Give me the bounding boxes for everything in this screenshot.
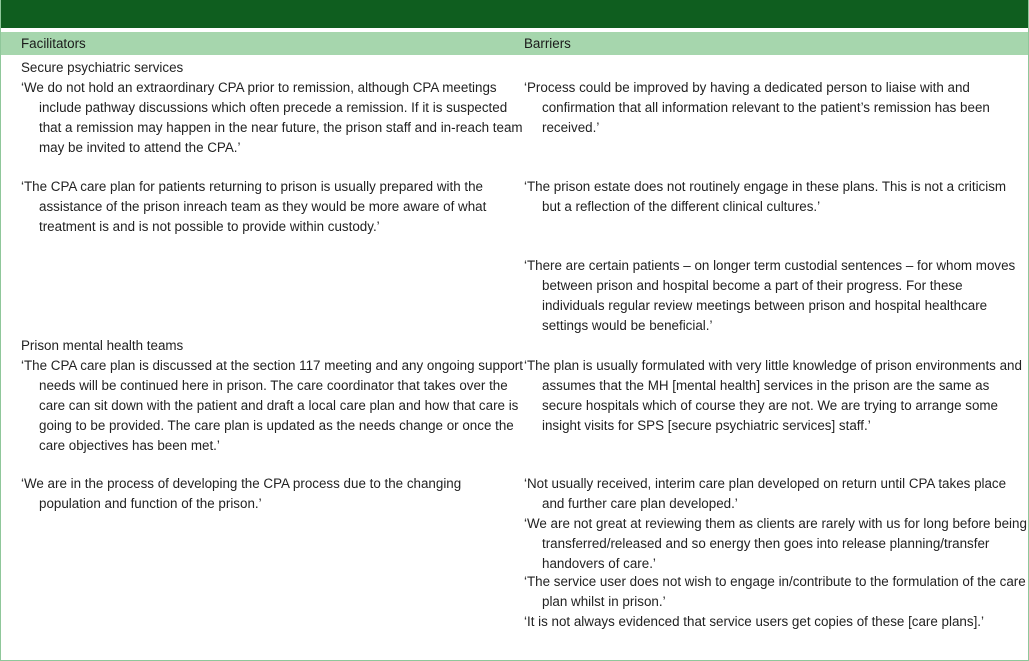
section-title-prison-mental-health-teams: Prison mental health teams (21, 338, 184, 353)
facilitator-quote: ‘We are in the process of developing the CPA process due to the changing population and function of the prison.’ (21, 476, 462, 511)
barrier-quote: ‘Not usually received, interim care plan developed on return until CPA takes place and further care plan developed.’ (524, 476, 1007, 511)
barrier-quote: ‘Process could be improved by having a dedicated person to liaise with and confirmation that all information relevant to the patient’s remission has been received.’ (524, 80, 990, 135)
column-header-barriers: Barriers (524, 36, 571, 51)
facilitator-quote: ‘The CPA care plan is discussed at the section 117 meeting and any ongoing support needs will be continued here in prison. The care coordinator that takes over the care can sit down with the patient and draft a local care plan and how that care is going to be provided. The care plan is updated as the needs change or once the care objectives has been met.’ (21, 358, 523, 453)
section-title-secure-psychiatric-services: Secure psychiatric services (21, 60, 184, 75)
facilitator-quote: ‘We do not hold an extraordinary CPA prior to remission, although CPA meetings include pathway discussions which often precede a remission. If it is suspected that a remission may happen in the near future, the prison staff and in-reach team may be invited to attend the CPA.’ (21, 80, 523, 155)
barrier-quote: ‘The plan is usually formulated with very little knowledge of prison environments and assumes that the MH [mental health] services in the prison are the same as secure hospitals which of course they are not. We are trying to arrange some insight visits for SPS [secure psychiatric services] staff.’ (524, 358, 1022, 433)
barrier-quote: ‘We are not great at reviewing them as clients are rarely with us for long before being transferred/released and so energy then goes into release planning/transfer handovers of care.’ (524, 516, 1027, 571)
barrier-quote: ‘The prison estate does not routinely engage in these plans. This is not a criticism but a reflection of the different clinical cultures.’ (524, 179, 1007, 214)
table-header-row (1, 32, 1028, 55)
barrier-quote: ‘It is not always evidenced that service users get copies of these [care plans].’ (524, 614, 984, 629)
barrier-quote: ‘There are certain patients – on longer term custodial sentences – for whom moves between prison and hospital become a part of their progress. For these individuals regular review meetings between prison and hospital healthcare settings would be beneficial.’ (524, 258, 1016, 333)
table-title-bar (1, 0, 1028, 28)
column-header-facilitators: Facilitators (21, 36, 86, 51)
barrier-quote: ‘The service user does not wish to engage in/contribute to the formulation of the care plan whilst in prison.’ (524, 574, 1026, 609)
facilitator-quote: ‘The CPA care plan for patients returning to prison is usually prepared with the assistance of the prison inreach team as they would be more aware of what treatment is and is not possible to provide within custody.’ (21, 179, 487, 234)
